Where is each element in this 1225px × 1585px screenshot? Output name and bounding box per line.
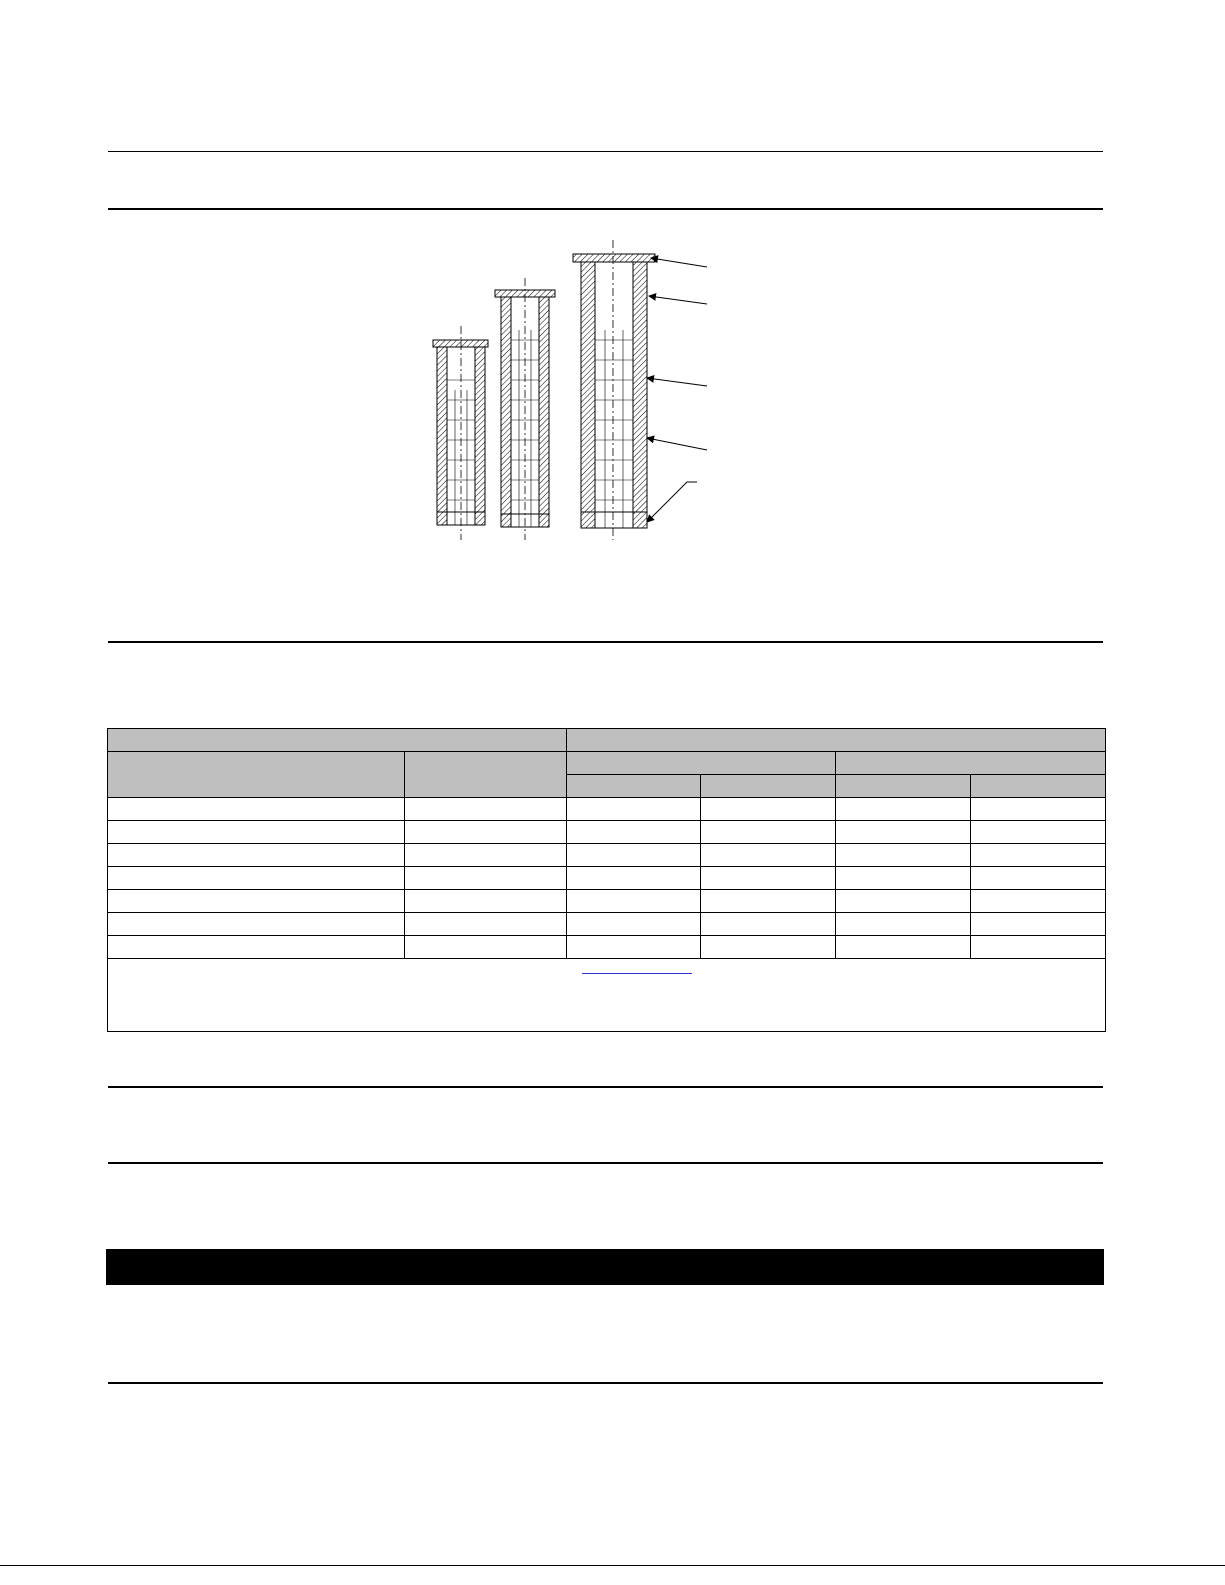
table-row bbox=[108, 798, 1106, 821]
table-row bbox=[108, 844, 1106, 867]
section-rule-top bbox=[108, 151, 1103, 152]
table-row bbox=[108, 890, 1106, 913]
table-header-group-right bbox=[567, 729, 1106, 752]
page-footer-rule bbox=[0, 1565, 1225, 1566]
table-row bbox=[108, 821, 1106, 844]
section-rule-title bbox=[108, 208, 1103, 210]
table-header-cell bbox=[405, 752, 567, 798]
cross-section-figure bbox=[415, 240, 715, 540]
section-rule-mid-2 bbox=[108, 1162, 1103, 1164]
callout-arrows bbox=[647, 258, 707, 522]
table-header-cell bbox=[108, 752, 405, 798]
table-header-group-left bbox=[108, 729, 567, 752]
section-rule-mid-1 bbox=[108, 1086, 1103, 1088]
footnote-link[interactable] bbox=[582, 959, 692, 974]
table-row bbox=[108, 867, 1106, 890]
medium-fitting-drawing bbox=[495, 278, 555, 540]
small-fitting-drawing bbox=[433, 326, 488, 540]
large-fitting-drawing bbox=[573, 240, 655, 540]
section-banner bbox=[106, 1249, 1104, 1285]
table-row bbox=[108, 913, 1106, 936]
table-header-cell bbox=[701, 775, 836, 798]
specification-table bbox=[107, 728, 1106, 1032]
section-rule-lower bbox=[108, 1382, 1103, 1384]
table-header-cell bbox=[971, 775, 1106, 798]
section-rule-table bbox=[108, 641, 1103, 643]
table-subheader-group bbox=[567, 752, 836, 775]
table-row bbox=[108, 936, 1106, 959]
table-subheader-group bbox=[836, 752, 1106, 775]
table-header-cell bbox=[567, 775, 701, 798]
table-footnote bbox=[108, 959, 1106, 1032]
table-header-cell bbox=[836, 775, 971, 798]
